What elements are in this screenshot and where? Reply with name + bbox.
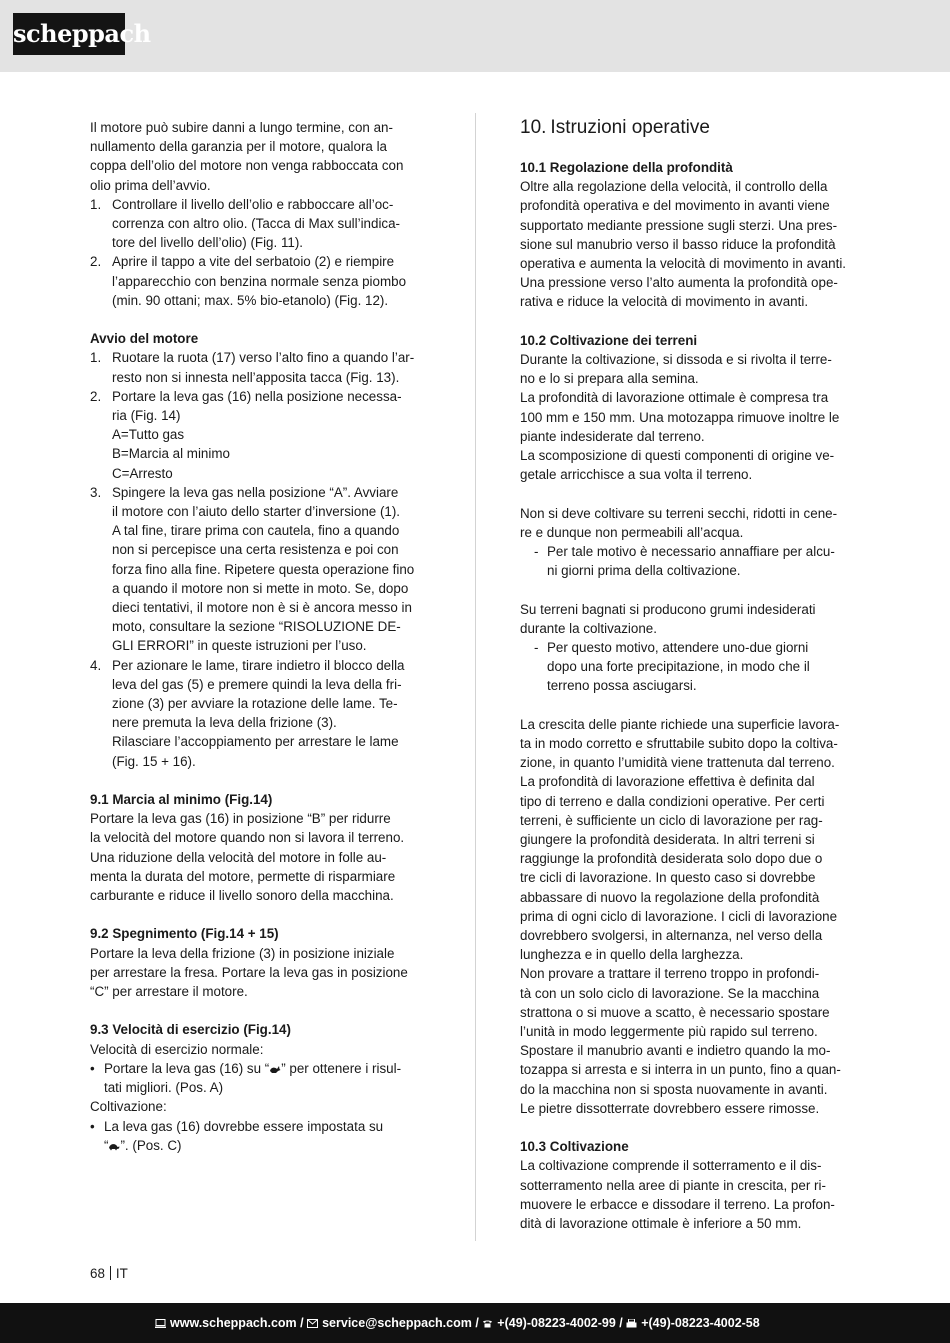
footer-band bbox=[0, 1303, 950, 1343]
paragraph bbox=[520, 504, 860, 542]
column-divider bbox=[475, 113, 476, 1241]
list-item bbox=[90, 387, 430, 483]
header-band bbox=[0, 0, 950, 72]
phone-number: +(49)-08223-4002-99 / bbox=[497, 1316, 623, 1330]
text-line: La profondità di lavorazione ottimale è compresa tra bbox=[520, 390, 829, 406]
text-line: Una pressione verso l’alto aumenta la profondità ope- bbox=[520, 275, 838, 291]
text-line: Velocità di esercizio normale: bbox=[90, 1041, 264, 1057]
text-line: nere premuta la leva della frizione (3). bbox=[112, 715, 337, 731]
text-line: operativa e aumenta la velocità di movimento in avanti. bbox=[520, 256, 847, 272]
phone-icon bbox=[482, 1319, 493, 1328]
text-line: 100 mm e 150 mm. Una motozappa rimuove inoltre le bbox=[520, 409, 840, 425]
fax-number: +(49)-08223-4002-58 bbox=[641, 1316, 760, 1330]
text-line: Per questo motivo, attendere uno-due giorni bbox=[547, 640, 809, 656]
list-item bbox=[90, 656, 430, 771]
list-number: 4. bbox=[90, 657, 102, 673]
list-item bbox=[90, 195, 430, 253]
text-line: abbassare di nuovo la regolazione della profondità bbox=[520, 889, 820, 905]
text-line: l’apparecchio con benzina normale senza piombo bbox=[112, 273, 407, 289]
section-heading: 9.3 Velocità di esercizio (Fig.14) bbox=[90, 1022, 291, 1038]
hare-icon bbox=[269, 1064, 281, 1074]
list-number: 1. bbox=[90, 196, 102, 212]
text-line: do la macchina non si sposta nuovamente in avanti. bbox=[520, 1081, 828, 1097]
text-line: forza fino alla fine. Ripetere questa operazione fino bbox=[112, 561, 415, 577]
section-heading: 9.2 Spegnimento (Fig.14 + 15) bbox=[90, 926, 279, 942]
text-line: Oltre alla regolazione della velocità, il controllo della bbox=[520, 179, 828, 195]
turtle-icon bbox=[108, 1141, 120, 1151]
text-line: Durante la coltivazione, si dissoda e si rivolta il terre- bbox=[520, 352, 832, 368]
text-line: Le pietre dissotterrate dovrebbero essere rimosse. bbox=[520, 1100, 820, 1116]
text-line: Spostare il manubrio avanti e indietro quando la mo- bbox=[520, 1043, 831, 1059]
text-line: (min. 90 ottani; max. 5% bio-etanolo) (Fig. 12). bbox=[112, 292, 389, 308]
text-line: Coltivazione: bbox=[90, 1099, 167, 1115]
section-heading: 10.2 Coltivazione dei terreni bbox=[520, 332, 698, 348]
text-line: dopo una forte precipitazione, in modo che il bbox=[547, 659, 810, 675]
text-line: menta la durata del motore, permette di risparmiare bbox=[90, 868, 396, 884]
text-line: (Fig. 15 + 16). bbox=[112, 753, 196, 769]
paragraph bbox=[90, 809, 430, 905]
paragraph bbox=[520, 715, 860, 1118]
list-item bbox=[90, 348, 430, 386]
dash-item bbox=[520, 542, 860, 580]
email-icon bbox=[307, 1319, 318, 1328]
text-line: Per tale motivo è necessario annaffiare per alcu- bbox=[547, 544, 835, 560]
text-line: Aprire il tappo a vite del serbatoio (2) e riempire bbox=[112, 254, 395, 270]
text-line: Non provare a trattare il terreno troppo in profondi- bbox=[520, 966, 820, 982]
text-line: La crescita delle piante richiede una superficie lavora- bbox=[520, 716, 840, 732]
text-line: raggiunge la profondità desiderata solo dopo due o bbox=[520, 851, 823, 867]
text-line: per arrestare la fresa. Portare la leva gas in posizione bbox=[90, 964, 408, 980]
text-line: non si percepisce una certa resistenza e poi con bbox=[112, 542, 399, 558]
text-line: getale arricchisce a sua volta il terreno. bbox=[520, 467, 753, 483]
text-line: supportato mediante pressione sugli sterzi. Una pres- bbox=[520, 217, 838, 233]
text-line: l’unità in modo leggermente più rapido sul terreno. bbox=[520, 1024, 818, 1040]
paragraph bbox=[90, 944, 430, 1002]
text-line: ta in modo corretto e sfruttabile subito dopo la coltiva- bbox=[520, 736, 838, 752]
list-number: 1. bbox=[90, 350, 102, 366]
text-line: tà con un solo ciclo di lavorazione. Se la macchina bbox=[520, 985, 820, 1001]
text-line: sione sul manubrio verso il basso riduce la profondità bbox=[520, 236, 836, 252]
text-line: nullamento della garanzia per il motore, qualora la bbox=[90, 139, 388, 155]
text-line: resto non si innesta nell’apposita tacca (Fig. 13). bbox=[112, 369, 400, 385]
text-line: tipo di terreno e dalla condizioni operative. Per certi bbox=[520, 793, 825, 809]
intro-paragraph bbox=[90, 118, 430, 195]
section-heading: 9.1 Marcia al minimo (Fig.14) bbox=[90, 792, 273, 808]
text-line: a quando il motore non si mette in moto. Se, dopo bbox=[112, 580, 409, 596]
page-number: 68 IT bbox=[90, 1266, 128, 1281]
text-line: A tal fine, tirare prima con cautela, fino a quando bbox=[112, 523, 400, 539]
dash-mark: - bbox=[534, 640, 539, 656]
text-line: zione (3) per avviare la rotazione delle lame. Te- bbox=[112, 696, 398, 712]
text-line: Una riduzione della velocità del motore in folle au- bbox=[90, 849, 387, 865]
text-line: olio prima dell’avvio. bbox=[90, 177, 211, 193]
text-line: re e dunque non permeabili all’acqua. bbox=[520, 524, 744, 540]
text-line: tozappa si arresta e si interra in un punto, fino a quan- bbox=[520, 1062, 841, 1078]
text-line: correnza con altro olio. (Tacca di Max sull’indica- bbox=[112, 216, 401, 232]
right-column bbox=[520, 118, 860, 1233]
text-line: lunghezza e in quello della larghezza. bbox=[520, 947, 744, 963]
section-heading: Avvio del motore bbox=[90, 331, 199, 347]
separator bbox=[110, 1266, 111, 1280]
text-line: terreno possa asciugarsi. bbox=[547, 678, 697, 694]
bullet-mark: • bbox=[90, 1118, 95, 1134]
text-line: La coltivazione comprende il sotterramento e il dis- bbox=[520, 1158, 822, 1174]
text-line: profondità operativa e del movimento in avanti viene bbox=[520, 198, 830, 214]
text-line: prima di ogni ciclo di lavorazione. I cicli di lavorazione bbox=[520, 908, 838, 924]
paragraph bbox=[520, 350, 860, 484]
website-link[interactable]: www.scheppach.com / bbox=[170, 1316, 304, 1330]
text-line: zione, in quanto l’umidità viene trattenuta dal terreno. bbox=[520, 755, 835, 771]
list-number: 3. bbox=[90, 484, 102, 500]
bullet-mark: • bbox=[90, 1060, 95, 1076]
text-line: Controllare il livello dell’olio e rabboccare all’oc- bbox=[112, 196, 394, 212]
text-line: coppa dell’olio del motore non venga rabboccata con bbox=[90, 158, 404, 174]
section-heading: 10.1 Regolazione della profondità bbox=[520, 160, 733, 175]
text-line: piante indesiderate dal terreno. bbox=[520, 428, 705, 444]
list-number: 2. bbox=[90, 388, 102, 404]
text-line: dieci tentativi, il motore non è si è ancora messo in bbox=[112, 600, 412, 616]
text-line: la velocità del motore quando non si lavora il terreno. bbox=[90, 830, 405, 846]
paragraph bbox=[520, 177, 860, 311]
contact-line bbox=[155, 1315, 760, 1331]
text-line: Non si deve coltivare su terreni secchi, ridotti in cene- bbox=[520, 505, 838, 521]
text-line: GLI ERRORI” in queste istruzioni per l’uso. bbox=[112, 638, 367, 654]
text-line: Portare la leva gas (16) in posizione “B” per ridurre bbox=[90, 811, 391, 827]
paragraph bbox=[520, 1156, 860, 1233]
text-line: Portare la leva gas (16) nella posizione necessa- bbox=[112, 388, 402, 404]
text-line: ria (Fig. 14) bbox=[112, 408, 181, 424]
text-line: “ ”. (Pos. C) bbox=[104, 1137, 182, 1153]
bullet-item bbox=[90, 1059, 430, 1097]
text-line: La leva gas (16) dovrebbe essere impostata su bbox=[104, 1118, 384, 1134]
text-line: B=Marcia al minimo bbox=[112, 446, 230, 462]
text-line: Portare la leva gas (16) su “ ” per ottenere i risul- bbox=[104, 1060, 402, 1076]
text-line: giungere la profondità desiderata. In altri terreni si bbox=[520, 832, 815, 848]
text-line: sotterramento nella aree di piante in crescita, per ri- bbox=[520, 1177, 826, 1193]
text-line: C=Arresto bbox=[112, 465, 173, 481]
text-line: dovrebbero svolgersi, in alternanza, nel verso della bbox=[520, 928, 823, 944]
chapter-title: 10. Istruzioni operative bbox=[520, 117, 710, 138]
text-line: tre cicli di lavorazione. In questo caso si dovrebbe bbox=[520, 870, 816, 886]
text-line: muovere le erbacce e dissodare il terreno. La profon- bbox=[520, 1196, 835, 1212]
text-line: rativa e riduce la velocità di movimento in avanti. bbox=[520, 294, 809, 310]
text-line: Spingere la leva gas nella posizione “A”. Avviare bbox=[112, 484, 399, 500]
brand-logo: scheppach bbox=[13, 13, 125, 55]
text-line: terreni, è sufficiente un ciclo di lavorazione per rag- bbox=[520, 812, 823, 828]
text-line: A=Tutto gas bbox=[112, 427, 185, 443]
text-line: il motore con l’aiuto dello starter d’inversione (1). bbox=[112, 504, 401, 520]
text-line: tore del livello dell’olio) (Fig. 11). bbox=[112, 235, 304, 251]
dash-item bbox=[520, 638, 860, 696]
text-line: tati migliori. (Pos. A) bbox=[104, 1080, 224, 1096]
dash-mark: - bbox=[534, 544, 539, 560]
text-line: Il motore può subire danni a lungo termine, con an- bbox=[90, 120, 393, 135]
text-line: strattona o si muove a scatto, è necessario spostare bbox=[520, 1004, 830, 1020]
text-line: leva del gas (5) e premere quindi la leva della fri- bbox=[112, 676, 402, 692]
left-column bbox=[90, 118, 430, 1155]
fax-icon bbox=[626, 1319, 637, 1328]
text-line: durante la coltivazione. bbox=[520, 620, 657, 636]
email-link[interactable]: service@scheppach.com / bbox=[322, 1316, 479, 1330]
text-line: no e lo si prepara alla semina. bbox=[520, 371, 699, 387]
text-line: dità di lavorazione ottimale è inferiore a 50 mm. bbox=[520, 1216, 802, 1232]
text-line: moto, consultare la sezione “RISOLUZIONE DE- bbox=[112, 619, 401, 635]
computer-icon bbox=[155, 1319, 166, 1328]
section-heading: 10.3 Coltivazione bbox=[520, 1139, 629, 1155]
text-line: Per azionare le lame, tirare indietro il blocco della bbox=[112, 657, 405, 673]
text-line: ni giorni prima della coltivazione. bbox=[547, 563, 741, 579]
text-line: Portare la leva della frizione (3) in posizione iniziale bbox=[90, 945, 395, 961]
list-item bbox=[90, 252, 430, 310]
text-line: Rilasciare l’accoppiamento per arrestare le lame bbox=[112, 734, 399, 750]
text-line: La scomposizione di questi componenti di origine ve- bbox=[520, 448, 835, 464]
text-line: Ruotare la ruota (17) verso l’alto fino a quando l’ar- bbox=[112, 350, 415, 366]
text-line: Su terreni bagnati si producono grumi indesiderati bbox=[520, 601, 816, 617]
list-item bbox=[90, 483, 430, 656]
list-number: 2. bbox=[90, 254, 102, 270]
paragraph bbox=[520, 600, 860, 638]
text-line: carburante e riduce il livello sonoro della macchina. bbox=[90, 888, 394, 904]
bullet-item bbox=[90, 1117, 430, 1155]
text-line: La profondità di lavorazione effettiva è definita dal bbox=[520, 774, 815, 790]
text-line: “C” per arrestare il motore. bbox=[90, 984, 248, 1000]
